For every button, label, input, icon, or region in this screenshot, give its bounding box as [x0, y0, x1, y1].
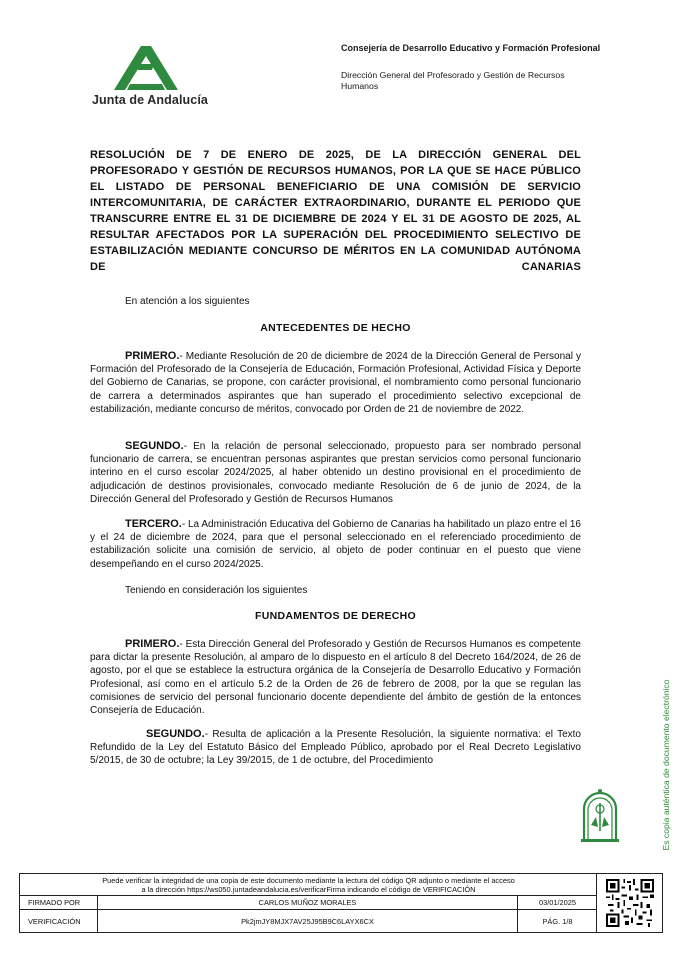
- intro-text-2: Teniendo en consideración los siguientes: [125, 585, 308, 596]
- section-heading-antecedentes: ANTECEDENTES DE HECHO: [260, 322, 411, 334]
- signed-by-row: [20, 896, 597, 910]
- department-name: Consejería de Desarrollo Educativo y Formación Profesional: [341, 43, 601, 53]
- paragraph-lead: SEGUNDO.: [146, 728, 205, 740]
- qr-code-icon[interactable]: [606, 879, 654, 927]
- verification-info-row: [20, 874, 597, 896]
- verify-line-1: Puede verificar la integridad de una copia de este documento mediante la lectura del código QR adjunto o mediante el acceso: [102, 876, 515, 885]
- signed-by-value: CARLOS MUÑOZ MORALES: [98, 896, 518, 909]
- subdepartment-name: Dirección General del Profesorado y Gestión de Recursos Humanos: [341, 70, 565, 91]
- verify-line-2: a la dirección https://ws050.juntadeandalucia.es/verificarFirma indicando el código de VERIFICACIÓN: [141, 884, 476, 894]
- signed-date: 03/01/2025: [539, 898, 576, 907]
- document-title: RESOLUCIÓN DE 7 DE ENERO DE 2025, DE LA DIRECCIÓN GENERAL DEL PROFESORADO Y GESTIÓN DE RECURSOS HUMANOS, POR LA QUE SE HACE PÚBLICO EL LISTADO DE PERSONAL BENEFICIARIO DE UNA COMISIÓN DE SERVICIO INTERCOMUNITARIA, DE CARÁCTER EXTRAORDINARIO, DURANTE EL PERIODO QUE TRANSCURRE ENTRE EL 31 DE DICIEMBRE DE 2024 Y EL 31 DE AGOSTO DE 2025, AL RESULTAR AFECTADOS POR LA SUPERACIÓN DEL PROCEDIMIENTO SELECTIVO DE ESTABILIZACIÓN MEDIANTE CONCURSO DE MÉRITOS EN LA COMUNIDAD AUTÓNOMA DE CANARIAS: [90, 149, 581, 273]
- paragraph-antecedente-1: [90, 350, 581, 416]
- paragraph-text: - La Administración Educativa del Gobierno de Canarias ha habilitado un plazo entre el 16 y el 24 de diciembre de 2024, para que el personal seleccionado en el referenciado procedimiento de estabilización solicite una comisión de servicio, al objeto de poder continuar en el puesto que viene desempeñando en el curso 2024/2025.: [90, 519, 581, 570]
- paragraph-text: - Esta Dirección General del Profesorado y Gestión de Recursos Humanos es competente para dictar la presente Resolución, al amparo de lo dispuesto en el artículo 8 del Decreto 164/2024, de 26 de agosto, por el que se establece la estructura orgánica de la Consejería de Desarrollo Educativo y Formación Profesional, así como en el artículo 5.2 de la Orden de 26 de febrero de 2008, por la que se regulan las comisiones de servicio del personal funcionario docente dependiente del ámbito de gestión de la entonces Consejería de Educación.: [90, 639, 581, 717]
- paragraph-fundamento-2: [90, 728, 581, 768]
- signed-by-label: FIRMADO POR: [20, 896, 98, 909]
- paragraph-fundamento-1: [90, 638, 581, 717]
- verification-label: VERIFICACIÓN: [20, 910, 98, 932]
- verification-code-row: [20, 910, 597, 932]
- paragraph-lead: PRIMERO.: [125, 638, 180, 650]
- paragraph-text: - Resulta de aplicación a la Presente Resolución, la siguiente normativa: el Texto Refundido de la Ley del Estatuto Básico del Empleado Público, aprobado por el Real Decreto Legislativo 5/2015, de 30 de octubre; la Ley 39/2015, de 1 de octubre, del Procedimiento: [90, 729, 581, 767]
- paragraph-text: - En la relación de personal seleccionado, propuesto para ser nombrado personal funcionario de carrera, se encuentran personas aspirantes que prestan servicios como personal funcionario interino en el curso escolar 2024/2025, al haber obtenido un destino provisional en el procedimiento de adjudicación de destinos provisionales, convocado mediante Resolución de 6 de junio de 2024, de la Dirección General del Profesorado y Gestión de Recursos Humanos: [90, 441, 581, 505]
- authenticity-side-text: [656, 672, 676, 857]
- paragraph-antecedente-2: [90, 440, 581, 506]
- paragraph-antecedente-3: [90, 518, 581, 571]
- paragraph-lead: PRIMERO.: [125, 350, 180, 362]
- verification-code: Pk2jmJY8MJX7AV25J95B9C6LAYX6CX: [98, 910, 518, 932]
- page-number: PÁG. 1/8: [542, 916, 573, 926]
- logo-text: Junta de Andalucía: [92, 93, 208, 107]
- section-heading-fundamentos: FUNDAMENTOS DE DERECHO: [255, 610, 416, 622]
- verification-footer: [19, 873, 663, 933]
- paragraph-text: - Mediante Resolución de 20 de diciembre de 2024 de la Dirección General de Personal y Formación del Profesorado de la Consejería de Educación, Formación Profesional, Actividad Física y Deporte del Gobierno de Canarias, se propone, con carácter provisional, el nombramiento como personal funcionario de carrera a determinados aspirantes que han superado el procedimiento selectivo excepcional de estabilización, mediante concurso de méritos, convocado por Orden de 21 de noviembre de 2022.: [90, 351, 581, 415]
- paragraph-lead: SEGUNDO.: [125, 440, 184, 452]
- side-text: Es copia auténtica de documento electrónico: [661, 678, 671, 851]
- paragraph-lead: TERCERO.: [125, 518, 182, 530]
- andalucia-seal-icon: [578, 787, 622, 845]
- intro-text: En atención a los siguientes: [125, 296, 250, 307]
